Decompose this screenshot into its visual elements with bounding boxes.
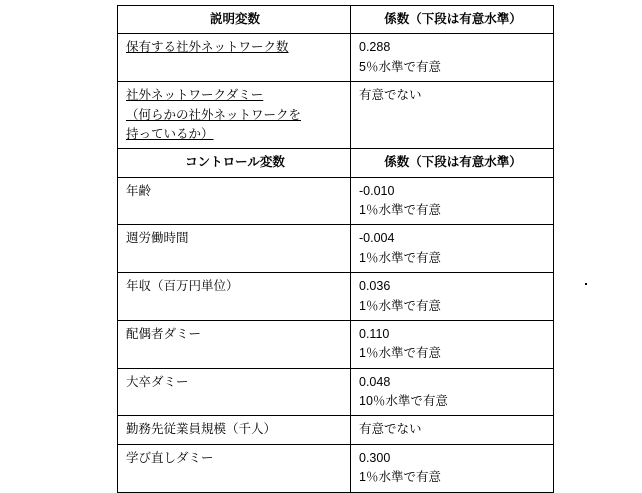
table-row	[118, 416, 554, 444]
results-table-body	[118, 6, 554, 493]
variable-line: 勤務先従業員規模（千人）	[126, 422, 277, 437]
table-row	[118, 177, 554, 225]
table-row	[118, 225, 554, 273]
variable-line: 保有する社外ネットワーク数	[126, 40, 289, 55]
table-header-row-control	[118, 149, 554, 177]
significance-note: 有意でない	[359, 422, 422, 437]
coefficient-value: -0.010	[359, 183, 395, 198]
cell-coefficient-value	[351, 225, 554, 273]
coefficient-value: 0.110	[359, 326, 390, 341]
cell-variable-name	[118, 34, 351, 82]
cell-variable-name	[118, 416, 351, 444]
cell-variable-name	[118, 273, 351, 321]
significance-level: 1％水準で有意	[359, 203, 441, 217]
variable-line: 配偶者ダミー	[126, 326, 202, 341]
variable-line: 持っているか）	[126, 126, 214, 141]
cell-variable-name	[118, 177, 351, 225]
results-table-container	[117, 5, 525, 493]
coefficient-value: 0.300	[359, 450, 391, 465]
table-row	[118, 82, 554, 149]
coefficient-value: 0.288	[359, 40, 391, 55]
table-header-row-explanatory	[118, 6, 554, 34]
variable-line: 学び直しダミー	[126, 450, 214, 465]
table-row	[118, 273, 554, 321]
variable-line: 年収（百万円単位）	[126, 279, 239, 294]
variable-line: （何らかの社外ネットワークを	[126, 107, 302, 122]
significance-level: 1％水準で有意	[359, 346, 441, 361]
cell-coefficient-value	[351, 416, 554, 444]
significance-level: 1％水準で有意	[359, 470, 441, 485]
cell-coefficient-value	[351, 444, 554, 492]
significance-note: 有意でない	[359, 88, 422, 103]
coefficient-value: -0.004	[359, 231, 395, 246]
cell-coefficient-value	[351, 368, 554, 416]
cell-variable-name	[118, 368, 351, 416]
variable-line: 週労働時間	[126, 231, 189, 246]
cell-coefficient-value	[351, 82, 554, 149]
results-table	[117, 5, 554, 493]
table-row	[118, 34, 554, 82]
significance-level: 5％水準で有意	[359, 59, 441, 74]
cell-variable-name	[118, 444, 351, 492]
header-cell-explanatory-variable: 説明変数	[118, 6, 351, 34]
coefficient-value: 0.036	[359, 279, 391, 294]
variable-line: 社外ネットワークダミー	[126, 88, 264, 103]
significance-level: 10％水準で有意	[359, 394, 448, 408]
significance-level: 1％水準で有意	[359, 298, 441, 313]
header-cell-control-coefficient: 係数（下段は有意水準）	[351, 149, 554, 177]
table-row	[118, 444, 554, 492]
page-artifact-dot	[585, 283, 587, 285]
cell-variable-name	[118, 225, 351, 273]
cell-coefficient-value	[351, 273, 554, 321]
cell-coefficient-value	[351, 177, 554, 225]
header-cell-explanatory-coefficient: 係数（下段は有意水準）	[351, 6, 554, 34]
cell-variable-name	[118, 320, 351, 368]
table-row	[118, 320, 554, 368]
variable-line: 年齢	[126, 183, 152, 198]
header-cell-control-variable: コントロール変数	[118, 149, 351, 177]
coefficient-value: 0.048	[359, 374, 391, 389]
cell-coefficient-value	[351, 34, 554, 82]
cell-variable-name	[118, 82, 351, 149]
significance-level: 1％水準で有意	[359, 250, 441, 265]
table-row	[118, 368, 554, 416]
cell-coefficient-value	[351, 320, 554, 368]
variable-line: 大卒ダミー	[126, 374, 189, 389]
